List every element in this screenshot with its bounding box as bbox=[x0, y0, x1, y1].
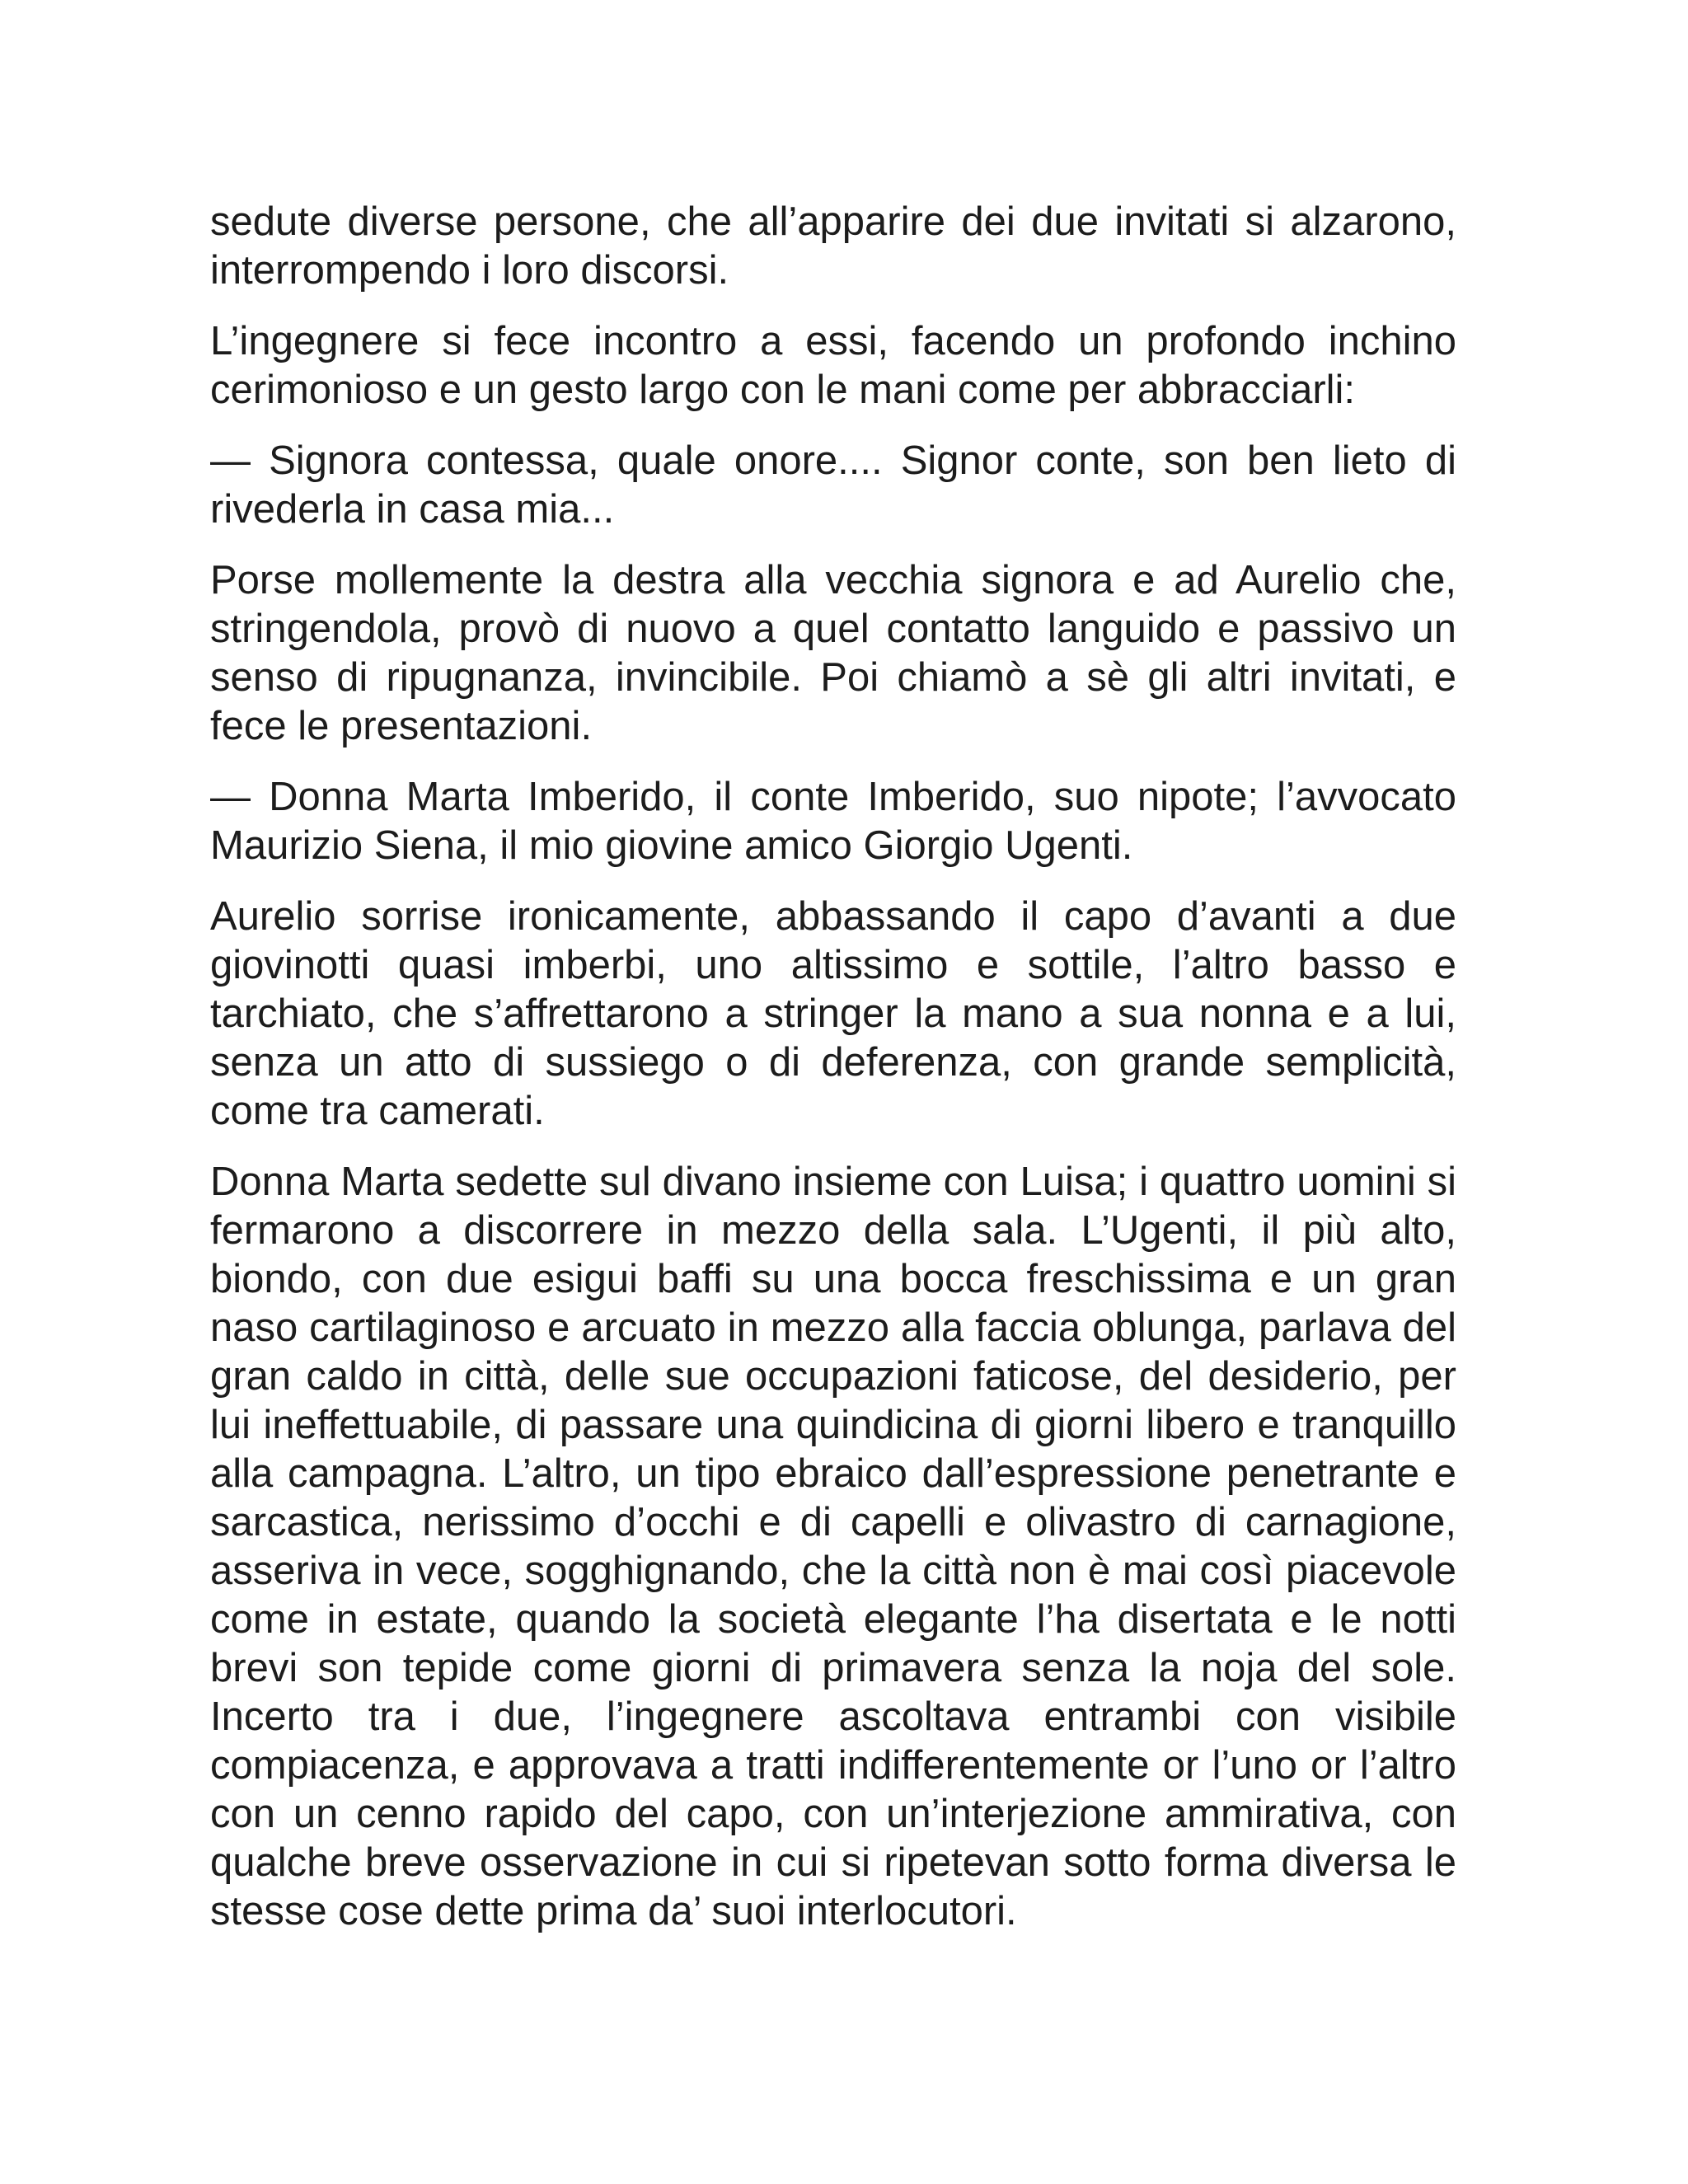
paragraph-1: sedute diverse persone, che all’apparire dei due invitati si alzarono, interrompendo i loro discorsi. bbox=[210, 199, 1456, 293]
paragraph-3: — Signora contessa, quale onore.... Signor conte, son ben lieto di rivederla in casa mia... bbox=[210, 438, 1456, 532]
paragraph-6: Aurelio sorrise ironicamente, abbassando il capo d’avanti a due giovinotti quasi imberbi, uno altissimo e sottile, l’altro basso e tarchiato, che s’affrettarono a stringer la mano a sua nonna e a lui, senza un atto di sussiego o di deferenza, con grande semplicità, come tra camerati. bbox=[210, 894, 1456, 1133]
paragraph-4: Porse mollemente la destra alla vecchia signora e ad Aurelio che, stringendola, provò di nuovo a quel contatto languido e passivo un senso di ripugnanza, invincibile. Poi chiamò a sè gli altri invitati, e fece le presentazioni. bbox=[210, 558, 1456, 748]
paragraph-2: L’ingegnere si fece incontro a essi, facendo un profondo inchino cerimonioso e un gesto largo con le mani come per abbracciarli: bbox=[210, 319, 1456, 412]
body-text bbox=[210, 198, 1456, 1958]
paragraph-5: — Donna Marta Imberido, il conte Imberido, suo nipote; l’avvocato Maurizio Siena, il mio giovine amico Giorgio Ugenti. bbox=[210, 775, 1456, 868]
paragraph-7: Donna Marta sedette sul divano insieme con Luisa; i quattro uomini si fermarono a discorrere in mezzo della sala. L’Ugenti, il più alto, biondo, con due esigui baffi su una bocca freschissima e un gran naso cartilaginoso e arcuato in mezzo alla faccia oblunga, parlava del gran caldo in città, delle sue occupazioni faticose, del desiderio, per lui ineffettuabile, di passare una quindicina di giorni libero e tranquillo alla campagna. L’altro, un tipo ebraico dall’espressione penetrante e sarcastica, nerissimo d’occhi e di capelli e olivastro di carnagione, asseriva in vece, sogghignando, che la città non è mai così piacevole come in estate, quando la società elegante l’ha disertata e le notti brevi son tepide come giorni di primavera senza la noja del sole. Incerto tra i due, l’ingegnere ascoltava entrambi con visibile compiacenza, e approvava a tratti indifferentemente or l’uno or l’altro con un cenno rapido del capo, con un’interjezione ammirativa, con qualche breve osservazione in cui si ripetevan sotto forma diversa le stesse cose dette prima da’ suoi interlocutori. bbox=[210, 1160, 1456, 1933]
